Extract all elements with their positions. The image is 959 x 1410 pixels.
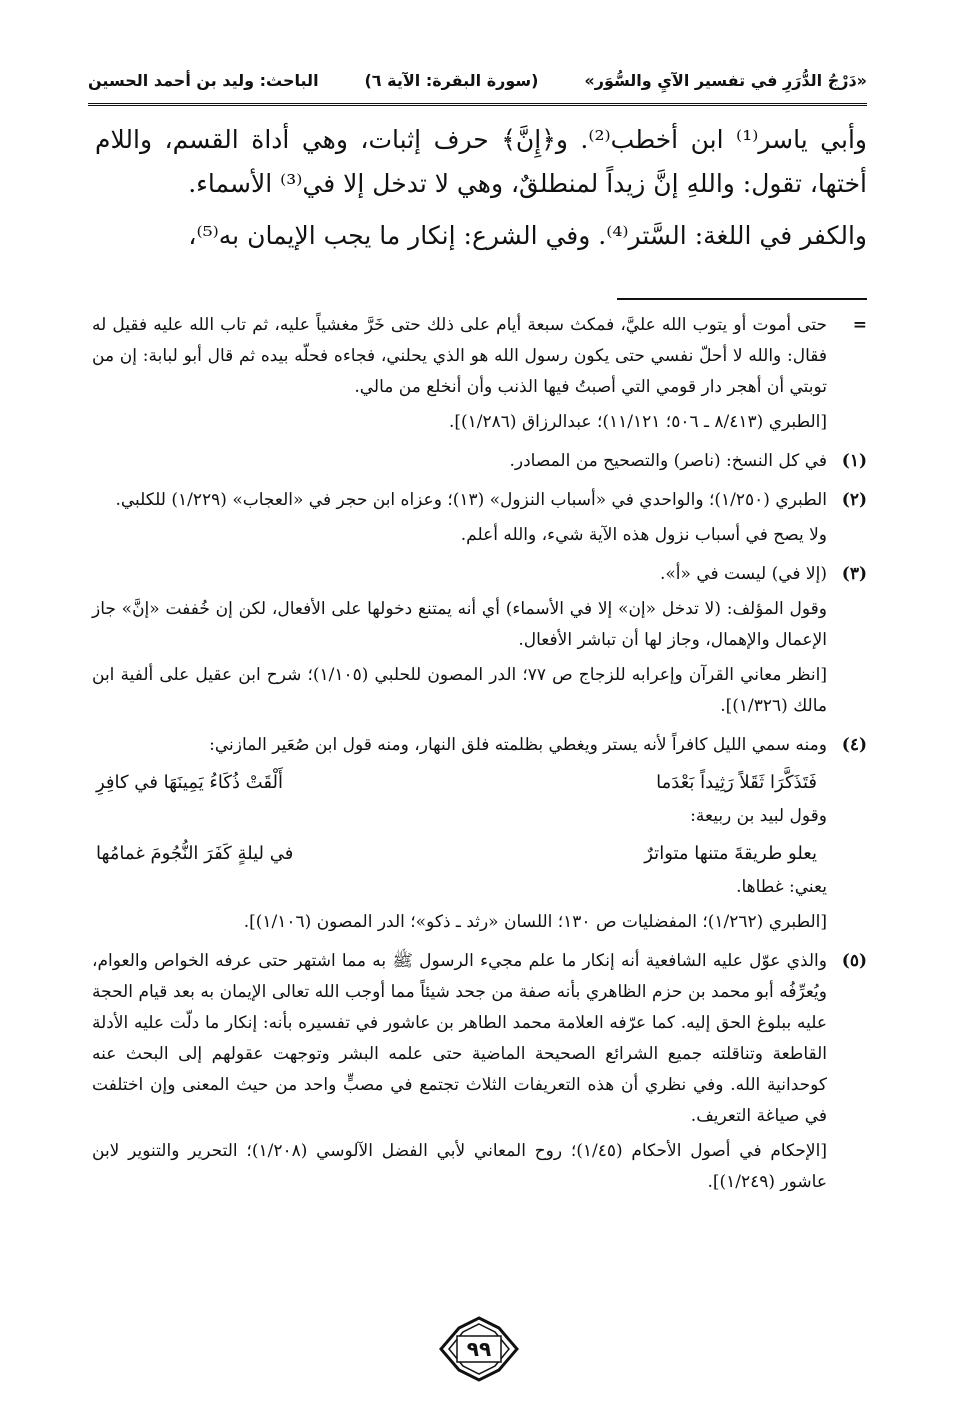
footnote-text: ومنه سمي الليل كافراً لأنه يستر ويغطي بظلمته فلق النهار، ومنه قول ابن صُعَير المازني:	[209, 735, 827, 755]
footnote-1	[92, 446, 867, 481]
footnote-2	[92, 485, 867, 555]
verse-hemistich-first: فَتَذَكَّرَا ثَقَلاً رَثِيداً بَعْدَما	[656, 772, 817, 793]
footnote-text: (إلا في) ليست في «أ».	[660, 564, 827, 584]
footnote-4	[92, 730, 867, 942]
continuation-ref: [الطبري (٨/٤١٣ ـ ٥٠٦؛ ١١/١٢١)؛ عبدالرزاق (١/٢٨٦)].	[448, 412, 827, 432]
main-paragraph-2: والكفر في اللغة: السَّتر⁽⁴⁾. وفي الشرع: إنكار ما يجب الإيمان به⁽⁵⁾،	[188, 221, 867, 250]
surah-reference: (سورة البقرة: الآية ٦)	[364, 70, 539, 90]
footnote-3	[92, 559, 867, 726]
footnote-text: وقول لبيد بن ربيعة:	[690, 806, 827, 826]
header-rule	[88, 103, 867, 109]
footnotes	[92, 310, 867, 1206]
footnote-number: (٣)	[841, 564, 867, 584]
continuation-text: حتى أموت أو يتوب الله عليَّ، فمكث سبعة أيام على ذلك حتى خَرَّ مغشياً عليه، ثم تاب الله عليه فقيل له فقال: والله لا أحلّ نفسي حتى يكون رسول الله هو الذي يحلني، فجاءه فحلّه بيده ثم قال أبو لبابة: إن من توبتي أن أهجر دار قومي التي أصبتُ فيها الذنب وأن أنخلع من مالي.	[92, 315, 827, 397]
footnote-ref: [الطبري (١/٢٦٢)؛ المفضليات ص ١٣٠؛ اللسان «رثد ـ ذكو»؛ الدر المصون (١/١٠٦)].	[243, 912, 827, 932]
page-number: ٩٩	[466, 1337, 492, 1361]
footnote-text: ولا يصح في أسباب نزول هذه الآية شيء، والله أعلم.	[460, 525, 827, 545]
main-text	[95, 118, 867, 266]
footnote-number: (٥)	[841, 951, 867, 971]
footnote-number: (١)	[841, 451, 867, 471]
running-header	[88, 58, 867, 102]
footnote-number: (٤)	[841, 735, 867, 755]
continuation-marker: =	[852, 315, 867, 335]
footnote-text: والذي عوّل عليه الشافعية أنه إنكار ما علم مجيء الرسول ﷺ به مما اشتهر حتى عرفه الخواص والعوام، ويُعرِّفُه أبو محمد بن حزم الظاهري بأنه صفة من جحد شيئاً مما أوجب الله تعالى الإيمان به بعد قيام الحجة عليه ببلوغ الحق إليه. كما عرّفه العلامة محمد الطاهر بن عاشور في تفسيره بأنه: إنكار ما دلّت عليه الأدلة القاطعة وتناقلته جميع الشرائع الصحيحة الماضية حتى علمه البشر وتوجهت عقولهم إلى البحث عنه كوحدانية الله. وفي نظري أن هذه التعريفات الثلاث تجتمع في مصبٍّ واحد من حيث المعنى وإن اختلفت في صياغة التعريف.	[92, 951, 827, 1126]
footnote-5	[92, 946, 867, 1202]
poetry-verse-2	[92, 836, 827, 872]
footnote-continuation	[92, 310, 867, 442]
footnote-text: في كل النسخ: (ناصر) والتصحيح من المصادر.	[509, 451, 827, 471]
main-paragraph-1: وأبي ياسر⁽¹⁾ ابن أخطب⁽²⁾. و﴿إِنَّ﴾ حرف إثبات، وهي أداة القسم، واللام أختها، تقول: واللهِ إنَّ زيداً لمنطلقٌ، وهي لا تدخل إلا في⁽³⁾ الأسماء.	[95, 125, 867, 198]
page-number-badge	[439, 1316, 519, 1382]
book-title: «دَرْجُ الدُّرَرِ في تفسير الآيِ والسُّوَر»	[584, 70, 867, 90]
footnote-text: وقول المؤلف: (لا تدخل «إن» إلا في الأسماء) أي أنه يمتنع دخولها على الأفعال، لكن إن خُففت «إنَّ» جاز الإعمال والإهمال، وجاز لها أن تباشر الأفعال.	[92, 599, 827, 650]
footnote-number: (٢)	[841, 490, 867, 510]
verse-hemistich-first: يعلو طريقةَ متنها متواترٌ	[644, 843, 817, 864]
researcher-name: الباحث: وليد بن أحمد الحسين	[88, 70, 319, 90]
footnote-ref: [الإحكام في أصول الأحكام (١/٤٥)؛ روح المعاني لأبي الفضل الآلوسي (١/٢٠٨)؛ التحرير والتنوير لابن عاشور (١/٢٤٩)].	[92, 1141, 827, 1192]
footnote-ref: [انظر معاني القرآن وإعرابه للزجاج ص ٧٧؛ الدر المصون للحلبي (١/١٠٥)؛ شرح ابن عقيل على ألفية ابن مالك (١/٣٢٦)].	[92, 665, 827, 716]
footnote-separator	[617, 298, 867, 300]
poetry-verse-1	[92, 765, 827, 801]
footnote-text: يعني: غطاها.	[736, 877, 827, 897]
verse-hemistich-second: في ليلةٍ كَفَرَ النُّجُومَ غمامُها	[96, 843, 294, 864]
verse-hemistich-second: أَلْقَتْ ذُكَاءُ يَمِينَهَا في كافِرِ	[96, 772, 283, 793]
footnote-text: الطبري (١/٢٥٠)؛ والواحدي في «أسباب النزول» (١٣)؛ وعزاه ابن حجر في «العجاب» (١/٢٢٩) للكلبي.	[115, 490, 827, 510]
